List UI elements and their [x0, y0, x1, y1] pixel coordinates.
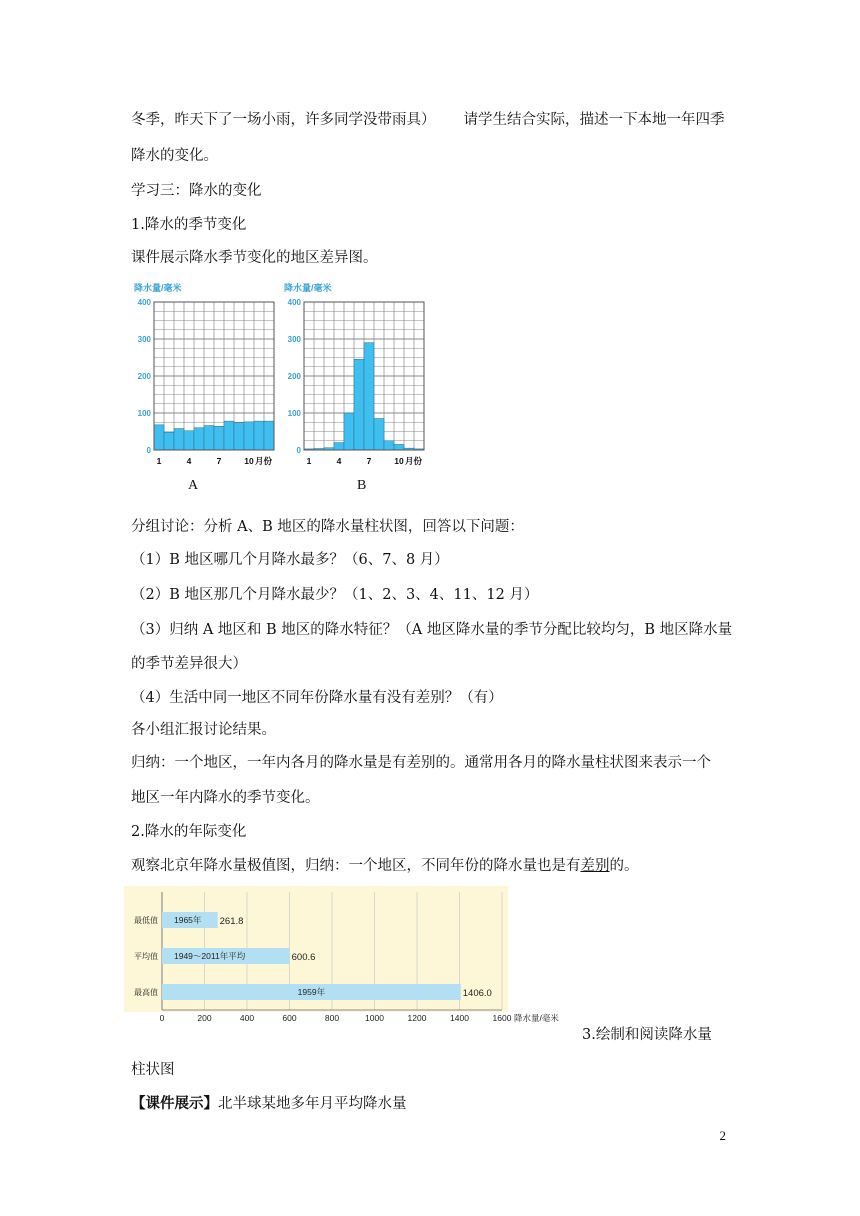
bar: [374, 419, 384, 450]
bar: [394, 444, 404, 450]
x-axis-label: 降水量/毫米: [514, 1013, 559, 1023]
x-tick-label: 1: [156, 456, 162, 466]
paragraph-line: 降水的变化。: [131, 148, 218, 164]
paragraph-line: 课件展示降水季节变化的地区差异图。: [131, 250, 378, 266]
subsection-heading: 1.降水的季节变化: [131, 217, 247, 233]
bar: [234, 423, 244, 450]
category-label: 最低值: [134, 916, 158, 925]
x-tick-label: 7: [216, 456, 222, 466]
x-tick-label: 7: [366, 456, 372, 466]
y-tick-label: 300: [137, 335, 151, 344]
bar-label: 1965年: [174, 915, 202, 925]
chart-b-caption: B: [357, 478, 367, 493]
bar-label: 1959年: [297, 987, 326, 997]
beijing-extreme-chart: [124, 886, 584, 1026]
value-label: 261.8: [219, 916, 244, 927]
value-label: 600.6: [291, 952, 316, 963]
category-label: 最高值: [134, 988, 158, 997]
y-axis-label: 降水量/毫米: [134, 283, 182, 293]
paragraph-line: 各小组汇报讨论结果。: [131, 722, 276, 738]
x-tick-label: 1000: [365, 1013, 384, 1023]
text-fragment: 冬季，昨天下了一场小雨，许多同学没带雨具）: [131, 112, 436, 128]
subsection-heading: 2.降水的年际变化: [131, 824, 247, 840]
chart-a-caption: A: [188, 478, 199, 493]
section-heading: 学习三：降水的变化: [131, 183, 262, 199]
paragraph-line: [131, 856, 639, 876]
bar: [174, 429, 184, 450]
x-axis-label: 月份: [254, 456, 272, 466]
bar: [264, 421, 274, 450]
x-tick-label: 800: [324, 1013, 340, 1023]
bar: [164, 432, 174, 450]
x-tick-label: 1200: [407, 1013, 427, 1023]
y-tick-label: 200: [137, 372, 151, 381]
x-tick-label: 200: [197, 1013, 212, 1023]
precip-chart-a: [130, 280, 280, 470]
y-tick-label: 400: [137, 298, 151, 307]
subsection-heading: 3.绘制和阅读降水量: [582, 1027, 712, 1043]
x-tick-label: 0: [159, 1013, 165, 1023]
bar: [204, 426, 214, 450]
question-1: （1）B 地区哪几个月降水最多？（6、7、8 月）: [131, 552, 449, 568]
question-3-cont: 的季节差异很大）: [131, 656, 247, 672]
bar: [184, 431, 194, 450]
paragraph-line: [131, 110, 725, 130]
bar: [224, 421, 234, 450]
question-2: （2）B 地区那几个月降水最少？（1、2、3、4、11、12 月）: [131, 587, 539, 603]
bar: [244, 422, 254, 450]
question-4: （4）生活中同一地区不同年份降水量有没有差别？（有）: [131, 690, 503, 706]
bar-label: 1949～2011年平均: [174, 951, 246, 961]
x-tick-label: 4: [186, 456, 192, 466]
text-fragment: 观察北京年降水量极值图，归纳：一个地区，不同年份的降水量也是有: [131, 858, 581, 874]
y-tick-label: 200: [287, 372, 301, 381]
x-tick-label: 10: [394, 456, 404, 466]
summary-line: 地区一年内降水的季节变化。: [131, 790, 320, 806]
bar: [214, 426, 224, 450]
bar: [364, 343, 374, 450]
subsection-heading-cont: 柱状图: [131, 1062, 175, 1078]
y-tick-label: 100: [287, 409, 301, 418]
text-fragment: 请学生结合实际，描述一下本地一年四季: [463, 112, 725, 128]
x-tick-label: 1: [306, 456, 312, 466]
paragraph-line: 分组讨论：分析 A、B 地区的降水量柱状图，回答以下问题：: [131, 519, 524, 535]
category-label: 平均值: [134, 952, 158, 961]
bar: [194, 428, 204, 450]
x-tick-label: 600: [282, 1013, 297, 1023]
x-tick-label: 400: [239, 1013, 255, 1023]
y-axis-label: 降水量/毫米: [284, 283, 332, 293]
text-fragment: 的。: [609, 858, 639, 874]
y-tick-label: 100: [137, 409, 151, 418]
x-tick-label: 1600: [492, 1013, 512, 1023]
bar: [154, 425, 164, 450]
bar: [254, 421, 264, 450]
y-tick-label: 400: [287, 298, 301, 307]
bar: [334, 443, 344, 450]
x-axis-label: 月份: [404, 456, 422, 466]
bar: [354, 359, 364, 450]
value-label: 1406.0: [462, 988, 492, 999]
summary-line: 归纳：一个地区，一年内各月的降水量是有差别的。通常用各月的降水量柱状图来表示一个: [131, 755, 711, 771]
x-tick-label: 4: [336, 456, 342, 466]
paragraph-line: [131, 1094, 407, 1114]
y-tick-label: 0: [296, 446, 301, 455]
x-tick-label: 1400: [450, 1013, 469, 1023]
x-tick-label: 10: [244, 456, 254, 466]
bar: [344, 413, 354, 450]
bar: [384, 441, 394, 450]
y-tick-label: 300: [287, 335, 301, 344]
bracket-label: 【课件展示】: [131, 1095, 218, 1112]
precip-chart-b: [280, 280, 430, 470]
y-tick-label: 0: [146, 446, 151, 455]
text-fragment: 北半球某地多年月平均降水量: [218, 1096, 407, 1112]
question-3: （3）归纳 A 地区和 B 地区的降水特征？（A 地区降水量的季节分配比较均匀，B 地区降水量: [131, 622, 733, 638]
page-number: 2: [719, 1128, 726, 1143]
underlined-word: 差别: [580, 858, 610, 874]
